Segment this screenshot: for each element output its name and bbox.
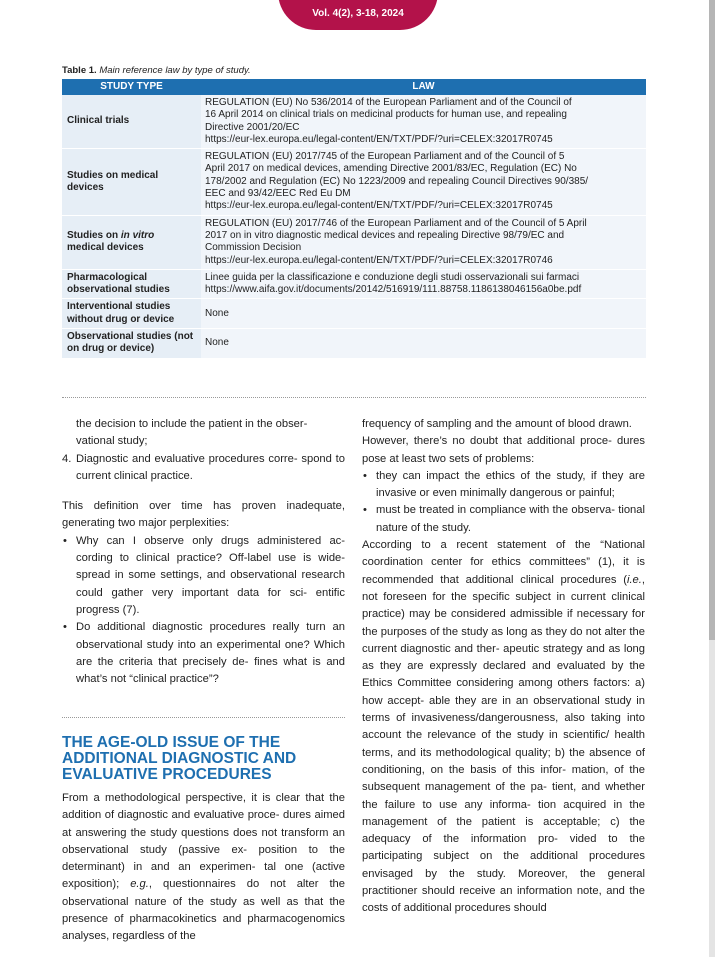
section-heading: THE AGE-OLD ISSUE OF THE ADDITIONAL DIAGNOSTIC AND EVALUATIVE PROCEDURES — [62, 734, 297, 783]
table-caption-text: Main reference law by type of study. — [99, 65, 251, 76]
paragraph-text-end: , questionnaires do not alter the observational nature of the study as well as that the presence of pharmacokinetics and pharmacogenomics analyses, regardless of the — [62, 878, 345, 943]
journal-volume-tab — [278, 0, 438, 30]
bullet-item: • Do additional diagnostic procedures really turn an observational study into an experimental one? Which are the criteria that precisely de- fines what is and what’s not “clinical practice”? — [62, 619, 345, 688]
paragraph — [62, 790, 345, 946]
list-continuation — [62, 416, 345, 451]
study-type-cell: Studies on medical devices — [62, 149, 201, 215]
law-line: None — [205, 337, 229, 349]
law-line: REGULATION (EU) No 536/2014 of the European Parliament and of the Council of — [205, 97, 572, 108]
law-link[interactable]: https://eur-lex.europa.eu/legal-content/EN/TXT/PDF/?uri=CELEX:32017R0745 — [205, 200, 553, 212]
study-type-cell: Pharmacological observational studies — [62, 269, 201, 299]
study-type-emphasis: in vitro — [120, 229, 155, 241]
table-divider — [62, 397, 646, 398]
bullet-text: Why can I observe only drugs administered ac- cording to clinical practice? Off-label use is wide- spread in some settings, and observational research could gather very important data for sci- entific progress — [76, 534, 345, 616]
paragraph-text: According to a recent statement of the “National coordination center for ethics committees” (1), it is recommended that additional clinical procedures ( — [362, 539, 645, 586]
law-cell — [201, 329, 646, 358]
list-number: 4. — [62, 452, 72, 465]
law-cell — [201, 299, 646, 329]
law-link[interactable]: https://www.aifa.gov.it/documents/20142/516919/111.88758.1186138046156a0be.pdf — [205, 284, 582, 296]
bullet-item — [62, 533, 345, 619]
study-type-prefix: Studies on — [67, 229, 121, 241]
law-line: REGULATION (EU) 2017/745 of the European Parliament and of the Council of 5 — [205, 151, 565, 163]
scrollbar-thumb[interactable] — [709, 0, 715, 640]
law-line: REGULATION (EU) 2017/746 of the European Parliament and of the Council of 5 April — [205, 217, 587, 229]
cont-line-2: vational study; — [76, 435, 148, 448]
bullet-item: • must be treated in compliance with the observa- tional nature of the study. — [362, 502, 645, 537]
law-line: 178/2002 and Regulation (EC) No 1223/2009 and repealing Council Directives 90/385/ — [205, 175, 589, 187]
right-column — [362, 416, 645, 918]
table-row — [62, 215, 646, 269]
law-cell — [201, 269, 646, 299]
paragraph: This definition over time has proven inadequate, generating two major perplexities: — [62, 500, 345, 530]
table-caption-label: Table 1. — [62, 65, 97, 76]
law-link[interactable]: https://eur-lex.europa.eu/legal-content/EN/TXT/PDF/?uri=CELEX:32017R0746 — [205, 254, 553, 266]
study-type-suffix: medical devices — [67, 242, 144, 254]
table-row — [62, 329, 646, 358]
left-column-section-body — [62, 790, 345, 946]
table-row — [62, 299, 646, 329]
law-line: Commission Decision — [205, 242, 302, 254]
bullet-item: • they can impact the ethics of the study, if they are invasive or even minimally dangerous or painful; — [362, 468, 645, 503]
list-item-4 — [62, 451, 345, 486]
left-column — [62, 416, 345, 688]
citation-link[interactable]: (7) — [122, 603, 137, 616]
paragraph — [362, 537, 645, 918]
column-header-law: LAW — [201, 79, 646, 95]
table-row — [62, 149, 646, 215]
paragraph-text-end: , not foreseen for the specific subject in current clinical practice) may be considered admissible if necessary for the purposes of the study as long as they do not alter the current diagnostic and ther- apeutic strategy and as long as they are expressly declared and evaluated by the Ethics Committee considering among others factors: a) how accept- able they are in an observational study in terms of invasiveness/dangerousness, also taking into account the relevance of the study in scientific/ health terms, and its methodological quality; b) the absence of conditioning, on the basis of this infor- mation, of the subsequent management of the pa- tient, and whether the failure to use any informa- tion acquired in the management of the patient is acceptable; c) the adequacy of the information pro- vided to the participating subject on the additional procedures envisaged by the study. Moreover, the general practitioner should receive an information note, and the costs of additional procedures should — [362, 573, 645, 915]
paragraph-emphasis: e.g. — [130, 878, 149, 891]
law-cell — [201, 149, 646, 215]
law-line: April 2017 on medical devices, amending Directive 2001/83/EC, Regulation (EC) No — [205, 163, 577, 175]
table-row — [62, 269, 646, 299]
paragraph-text: From a methodological perspective, it is clear that the addition of diagnostic and evaluative proce- dures aimed at answering the study questions does not transform an observational study (passive ex- position to the determinant) in and an experimen- tal one (active exposition); — [62, 792, 345, 891]
law-line: Linee guida per la classificazione e conduzione degli studi osservazionali sui farmaci — [205, 271, 580, 283]
study-type-cell: Clinical trials — [62, 95, 201, 149]
law-line: EEC and 93/42/EEC Red Eu DM — [205, 188, 351, 200]
table-header-row — [62, 79, 646, 95]
list-item-text: Diagnostic and evaluative procedures corre- spond to current clinical practice. — [76, 452, 345, 482]
paragraph-continuation: frequency of sampling and the amount of blood drawn. — [362, 418, 632, 430]
study-type-cell: Observational studies (not on drug or device) — [62, 329, 201, 358]
law-cell — [201, 95, 646, 149]
law-link[interactable]: https://eur-lex.europa.eu/legal-content/EN/TXT/PDF/?uri=CELEX:32017R0745 — [205, 133, 553, 145]
paragraph-emphasis: i.e. — [626, 573, 642, 586]
law-line: Directive 2001/20/EC — [205, 121, 300, 133]
bullet-text-end: . — [136, 603, 140, 616]
paragraph: However, there’s no doubt that additional proce- dures pose at least two sets of problems: — [362, 435, 645, 465]
volume-label: Vol. 4(2), 3-18, 2024 — [312, 8, 404, 19]
study-type-cell: Interventional studies without drug or device — [62, 299, 201, 329]
law-line: 16 April 2014 on clinical trials on medicinal products for human use, and repealing — [205, 109, 567, 121]
section-divider — [62, 717, 345, 718]
table-row — [62, 95, 646, 149]
law-cell — [201, 215, 646, 269]
table-caption — [62, 65, 251, 76]
law-line: 2017 on in vitro diagnostic medical devices and repealing Directive 98/79/EC and — [205, 229, 565, 241]
study-type-cell — [62, 215, 201, 269]
column-header-study-type: STUDY TYPE — [62, 79, 201, 95]
reference-law-table — [62, 79, 646, 358]
cont-line-1: the decision to include the patient in the obser- — [76, 418, 308, 430]
law-line: None — [205, 307, 229, 319]
